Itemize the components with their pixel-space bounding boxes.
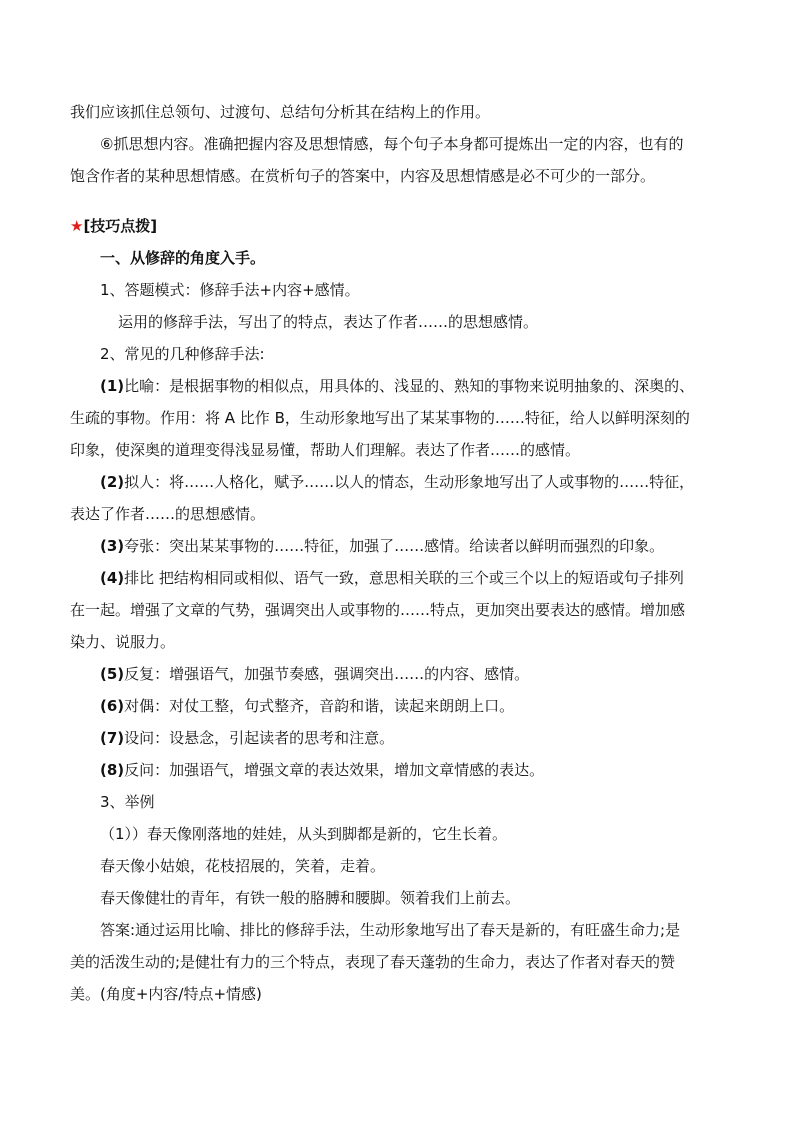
rhetoric-rhetorical-question (70, 754, 732, 786)
item-number: (8) (100, 761, 125, 779)
document-page (70, 96, 732, 1010)
item-number: (1) (100, 377, 125, 395)
item-text: 拟人：将……人格化，赋予……以人的情态，生动形象地写出了人或事物的……特征， (124, 473, 695, 491)
item-text: 比喻：是根据事物的相似点，用具体的、浅显的、熟知的事物来说明抽象的、深奥的、 (124, 377, 695, 395)
item-text: 反问：加强语气，增强文章的表达效果，增加文章情感的表达。 (124, 761, 545, 779)
item-number: (5) (100, 665, 125, 683)
example-line-3: 春天像健壮的青年，有铁一般的胳膊和腰脚。领着我们上前去。 (100, 889, 521, 907)
rhetoric-metaphor-cont: 生疏的事物。作用：将 A 比作 B，生动形象地写出了某某事物的……特征，给人以鲜明深刻的 (70, 409, 690, 427)
intro-line-3: 饱含作者的某种思想情感。在赏析句子的答案中，内容及思想情感是必不可少的一部分。 (70, 167, 656, 185)
item-number: (3) (100, 537, 125, 555)
rhetoric-personification-cont: 表达了作者……的思想感情。 (70, 505, 266, 523)
item-number: (4) (100, 569, 125, 587)
rhetoric-antithesis (70, 690, 732, 722)
item-number: (7) (100, 729, 125, 747)
answer-line-1: 答案:通过运用比喻、排比的修辞手法，生动形象地写出了春天是新的，有旺盛生命力;是 (100, 921, 681, 939)
rhetoric-parallelism-cont: 在一起。增强了文章的气势，强调突出人或事物的……特点，更加突出要表达的感情。增加感 (70, 601, 686, 619)
rhetoric-exaggeration (70, 530, 732, 562)
rhetoric-personification (70, 466, 732, 498)
intro-line-2: ⑥抓思想内容。准确把握内容及思想情感，每个句子本身都可提炼出一定的内容，也有的 (100, 135, 684, 153)
rhetoric-parallelism (70, 562, 732, 594)
section-title (70, 210, 732, 242)
section-heading: 一、从修辞的角度入手。 (100, 249, 266, 267)
rhetoric-question (70, 722, 732, 754)
section-title-text: [技巧点拨] (83, 217, 158, 235)
example-line-2: 春天像小姑娘，花枝招展的，笑着，走着。 (100, 857, 386, 875)
answer-mode-detail: 运用的修辞手法，写出了的特点，表达了作者……的思想感情。 (118, 313, 539, 331)
example-line-1: （1））春天像刚落地的娃娃，从头到脚都是新的，它生长着。 (100, 825, 508, 843)
rhetoric-parallelism-cont: 染力、说服力。 (70, 633, 176, 651)
example-heading: 3、举例 (100, 793, 155, 811)
item-number: (2) (100, 473, 125, 491)
answer-line-2: 美的活泼生动的;是健壮有力的三个特点，表现了春天蓬勃的生命力，表达了作者对春天的赞 (70, 953, 676, 971)
rhetoric-repetition (70, 658, 732, 690)
answer-mode: 1、答题模式：修辞手法+内容+感情。 (100, 281, 360, 299)
item-text: 设问：设悬念，引起读者的思考和注意。 (124, 729, 395, 747)
rhetoric-list-heading: 2、常见的几种修辞手法: (100, 345, 265, 363)
spacer (70, 192, 732, 210)
item-text: 夸张：突出某某事物的……特征，加强了……感情。给读者以鲜明而强烈的印象。 (124, 537, 665, 555)
item-text: 对偶：对仗工整，句式整齐，音韵和谐，读起来朗朗上口。 (124, 697, 515, 715)
rhetoric-metaphor (70, 370, 732, 402)
answer-line-3: 美。(角度+内容/特点+情感) (70, 985, 262, 1003)
item-text: 排比 把结构相同或相似、语气一致，意思相关联的三个或三个以上的短语或句子排列 (124, 569, 684, 587)
star-icon: ★ (70, 217, 84, 235)
item-text: 反复：增强语气，加强节奏感，强调突出……的内容、感情。 (124, 665, 530, 683)
rhetoric-metaphor-cont: 印象，使深奥的道理变得浅显易懂，帮助人们理解。表达了作者……的感情。 (70, 441, 581, 459)
item-number: (6) (100, 697, 125, 715)
intro-line-1: 我们应该抓住总领句、过渡句、总结句分析其在结构上的作用。 (70, 103, 491, 121)
